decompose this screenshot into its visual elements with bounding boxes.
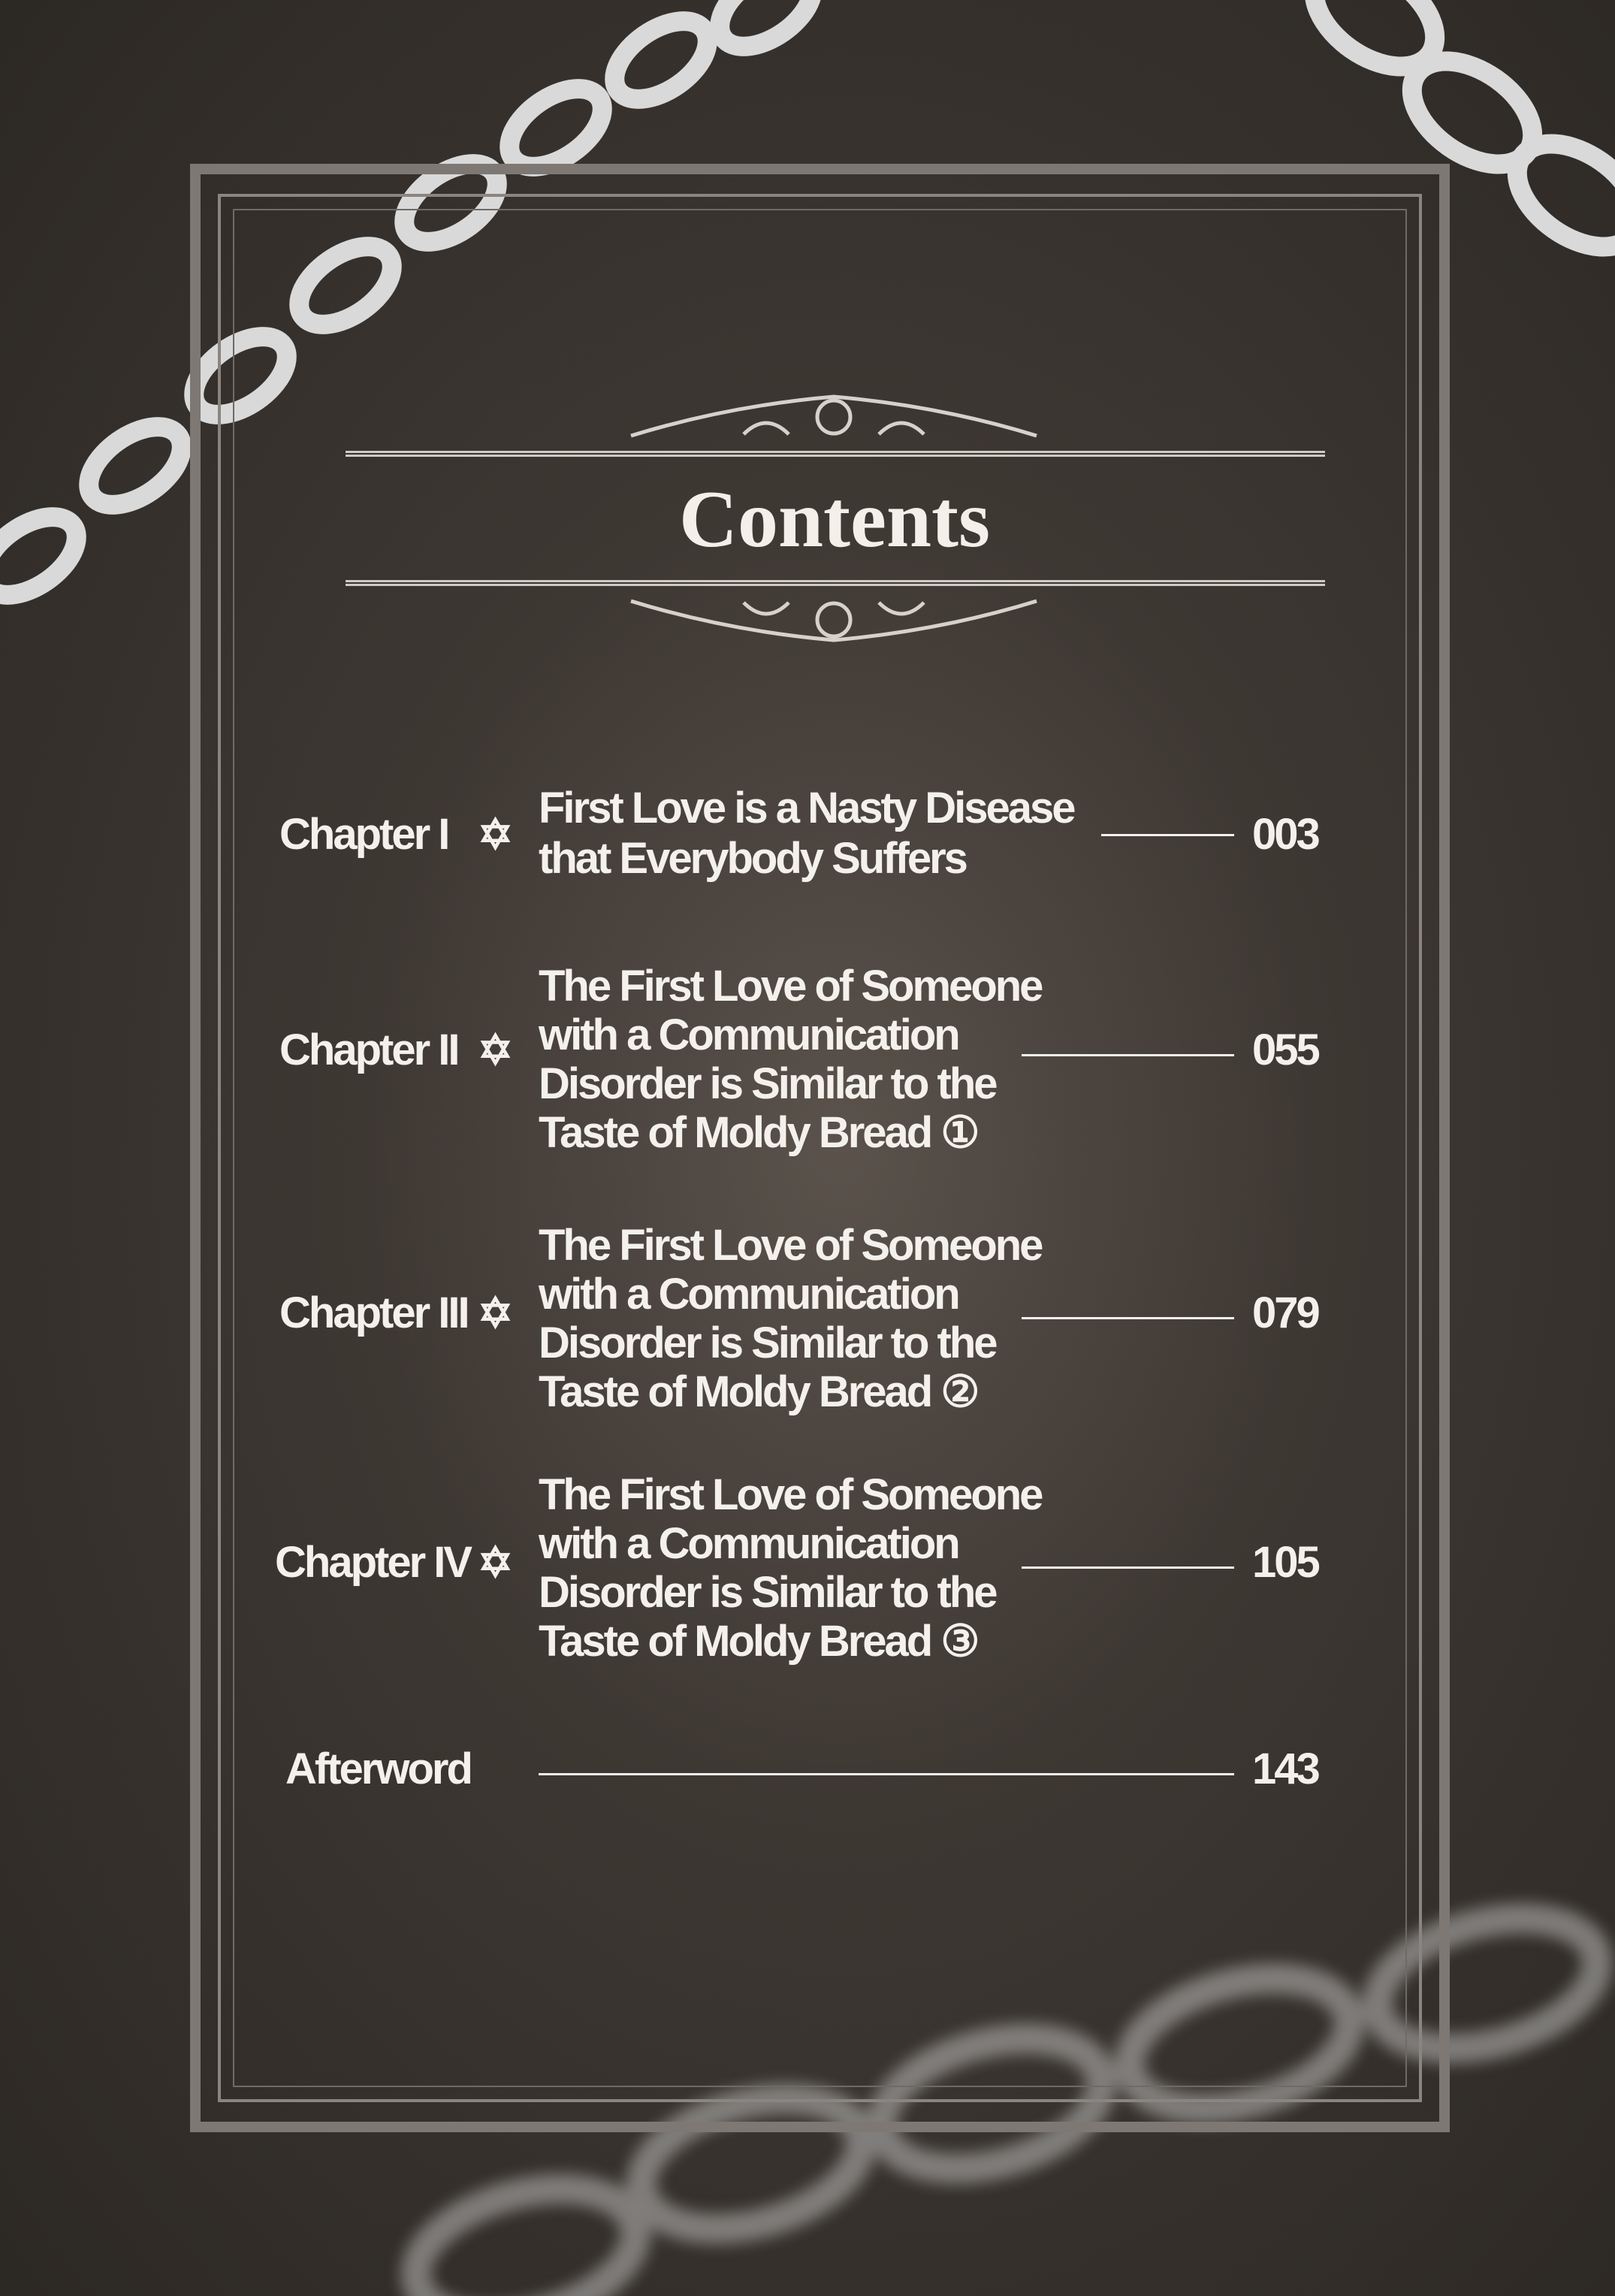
chapter-title-line: with a Communication [539,1270,958,1319]
ornament-top [623,391,1044,443]
chapter-label: Chapter II [279,1026,458,1074]
star-of-david-icon: ✡ [478,811,511,858]
chapter-title-line: with a Communication [539,1519,958,1568]
title-rule-bottom [346,580,1325,586]
chapter-title-line: The First Love of Someone [539,1221,1042,1270]
page-number: 143 [1252,1745,1318,1793]
chapter-title-line: Disorder is Similar to the [539,1568,996,1617]
afterword-label: Afterword [285,1745,471,1793]
chapter-title-line: Taste of Moldy Bread ③ [539,1617,978,1666]
page-number: 105 [1252,1538,1318,1587]
leader-line [1022,1054,1234,1056]
chapter-title-line: Taste of Moldy Bread ② [539,1367,978,1416]
chapter-label: Chapter I [279,810,448,859]
chapter-title-line: that Everybody Suffers [539,834,966,883]
chapter-title-line: Taste of Moldy Bread ① [539,1108,978,1157]
chapter-title-line: The First Love of Someone [539,1470,1042,1519]
chapter-label: Chapter III [279,1288,468,1337]
chapter-label: Chapter IV [275,1538,471,1587]
star-of-david-icon: ✡ [478,1289,511,1337]
chapter-title-line: First Love is a Nasty Disease [539,784,1074,832]
chapter-title-line: Disorder is Similar to the [539,1059,996,1108]
leader-line [1022,1566,1234,1569]
star-of-david-icon: ✡ [478,1539,511,1586]
page-number: 003 [1252,810,1318,859]
chapter-title-line: with a Communication [539,1011,958,1059]
ornament-bottom [623,594,1044,646]
title-rule-top [346,451,1325,457]
chapter-title-line: The First Love of Someone [539,962,1042,1011]
leader-line [1022,1317,1234,1319]
star-of-david-icon: ✡ [478,1026,511,1074]
page-number: 055 [1252,1026,1318,1074]
leader-line [539,1773,1234,1775]
page-title: Contents [678,475,991,564]
page-number: 079 [1252,1288,1318,1337]
leader-line [1101,834,1234,836]
chapter-title-line: Disorder is Similar to the [539,1319,996,1367]
